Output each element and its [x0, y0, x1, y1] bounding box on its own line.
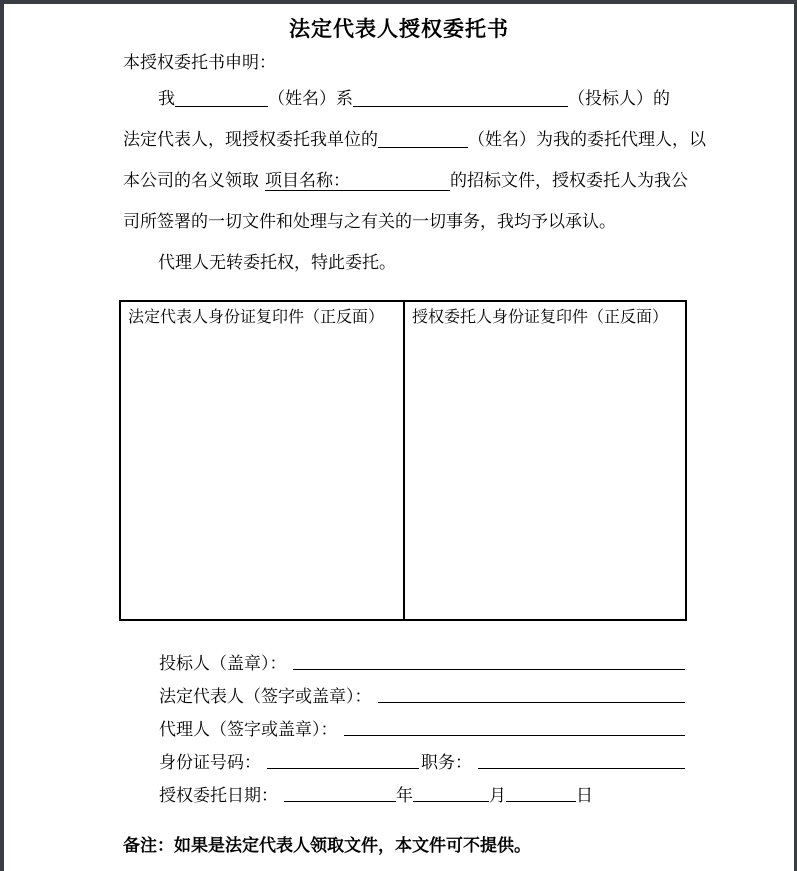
legal-rep-id-cell: [121, 302, 405, 619]
paragraph-line-1: [123, 78, 689, 119]
authorized-agent-id-cell: [405, 302, 685, 619]
project-name-underlined: [265, 171, 450, 191]
agent-sign-row: [159, 707, 685, 740]
body-paragraph: [123, 78, 706, 283]
paragraph-line-4: [123, 201, 689, 242]
line3-text-pre: 本公司的名义领取: [123, 171, 259, 190]
position-label: 职务：: [421, 753, 472, 772]
legal-rep-id-header: 法定代表人身份证复印件（正反面）: [128, 309, 385, 326]
signature-block: [159, 641, 685, 806]
date-month-line: [413, 801, 489, 802]
date-day-line: [506, 801, 576, 802]
authorized-agent-id-header: 授权委托人身份证复印件（正反面）: [412, 309, 669, 326]
id-number-label: 身份证号码：: [159, 753, 261, 772]
line1-text-mid: （姓名）系: [268, 89, 353, 108]
agent-name-blank-line: [378, 134, 468, 148]
paragraph-line-5: [123, 242, 689, 283]
paragraph-line-2: [123, 119, 706, 160]
line4-text: 司所签署的一切文件和处理与之有关的一切事务，我均予以承认。: [123, 212, 616, 231]
date-year-line: [284, 801, 396, 802]
year-label: 年: [396, 786, 413, 805]
bidder-seal-row: [159, 641, 685, 674]
document-title: 法定代表人授权委托书: [289, 17, 509, 41]
line2-text-pre: 法定代表人，现授权委托我单位的: [123, 130, 378, 149]
agent-sign-label: 代理人（签字或盖章）：: [159, 720, 338, 739]
id-number-line: [267, 768, 419, 769]
project-name-label: 项目名称：: [265, 171, 350, 190]
month-label: 月: [489, 786, 506, 805]
name-blank-line: [175, 93, 268, 107]
legal-rep-sign-label: 法定代表人（签字或盖章）：: [159, 687, 372, 706]
legal-rep-sign-row: [159, 674, 685, 707]
intro-statement: 本授权委托书申明：: [123, 53, 276, 72]
bidder-blank-line: [353, 93, 568, 107]
line2-text-end: （姓名）为我的委托代理人，以: [468, 130, 706, 149]
day-label: 日: [576, 786, 593, 805]
id-number-row: [159, 740, 685, 773]
agent-sign-line: [344, 735, 686, 736]
paragraph-line-3: [123, 160, 689, 201]
legal-rep-sign-line: [378, 702, 686, 703]
line3-text-end: 的招标文件，授权委托人为我公: [450, 171, 688, 190]
line5-text: 代理人无转委托权，特此委托。: [158, 253, 396, 272]
bidder-seal-line: [293, 669, 686, 670]
line1-text-pre: 我: [158, 89, 175, 108]
position-line: [478, 768, 685, 769]
footer-note: 备注：如果是法定代表人领取文件，本文件可不提供。: [123, 836, 531, 855]
date-label: 授权委托日期：: [159, 786, 278, 805]
line1-text-end: （投标人）的: [568, 89, 670, 108]
id-copy-table: [119, 300, 687, 621]
date-row: [159, 773, 685, 806]
bidder-seal-label: 投标人（盖章）：: [159, 654, 287, 673]
